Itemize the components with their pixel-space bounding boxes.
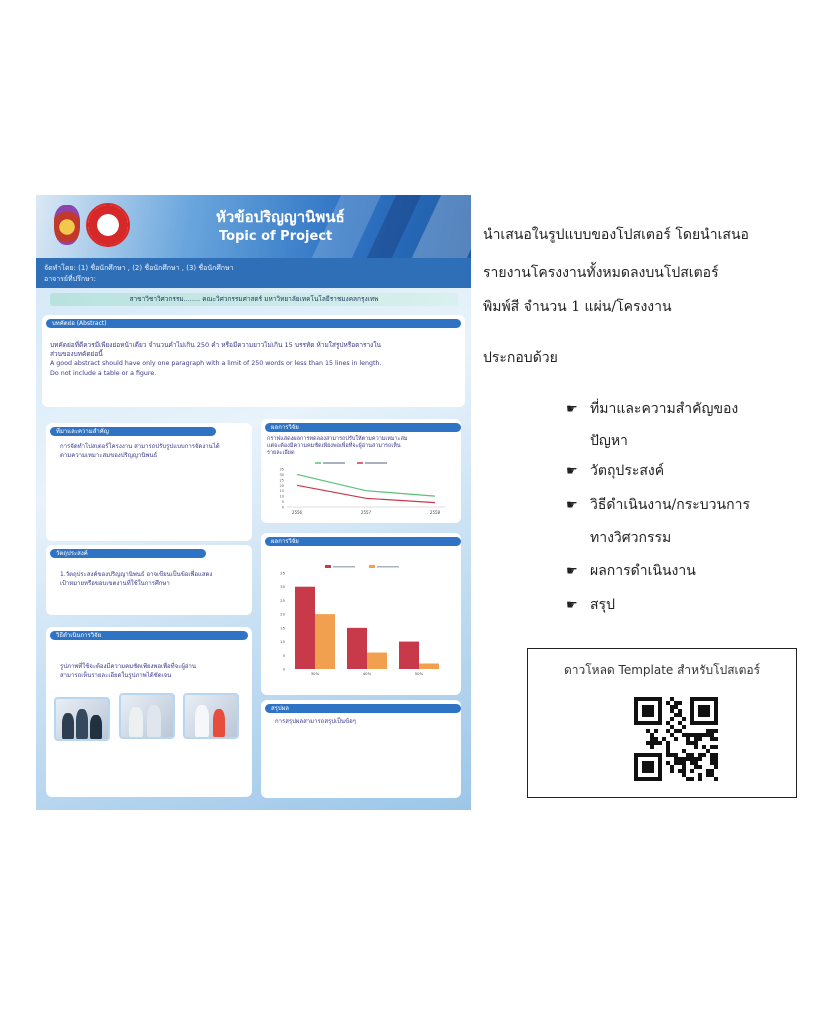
qr-module	[670, 709, 674, 713]
bullet-item-background: ☛ ที่มาและความสำคัญของ	[566, 401, 739, 417]
qr-module	[666, 753, 670, 757]
advisor-line: อาจารย์ที่ปรึกษา:	[44, 275, 96, 283]
students-photo-1	[54, 697, 110, 741]
qr-module	[678, 713, 682, 717]
abstract-heading: บทคัดย่อ (Abstract)	[46, 319, 461, 328]
abstract-panel	[42, 315, 465, 407]
qr-module	[686, 733, 690, 737]
department-line: สาขาวิชาวิศวกรรม........ คณะวิศวกรรมศาสตร์ มหาวิทยาลัยเทคโนโลยีราชมงคลกรุงเทพ	[50, 293, 458, 306]
y-tick-label: 25	[280, 597, 285, 603]
qr-module	[670, 769, 674, 773]
university-logo	[54, 205, 80, 245]
qr-module	[702, 753, 706, 757]
pointing-hand-icon: ☛	[566, 598, 578, 613]
methods-text-1: รูปภาพที่ใช้จะต้องมีความคมชัดเพียงพอเพื่อที่จะผู้อ่าน	[60, 663, 196, 670]
y-tick-label: 0	[281, 505, 284, 510]
qr-module	[706, 729, 710, 733]
description-line-4: ประกอบด้วย	[483, 350, 558, 366]
objectives-panel	[46, 545, 252, 615]
poster-title-english: Topic of Project	[219, 229, 333, 244]
qr-module	[666, 761, 670, 765]
qr-module	[690, 757, 694, 761]
qr-module	[654, 729, 658, 733]
description-line-3: พิมพ์สี จำนวน 1 แผ่น/โครงงาน	[483, 299, 672, 315]
qr-module	[690, 753, 694, 757]
qr-module	[666, 741, 670, 745]
legend-label	[377, 566, 399, 568]
bullet-item-results: ☛ ผลการดำเนินงาน	[566, 563, 696, 579]
download-template-label: ดาวโหลด Template สำหรับโปสเตอร์	[563, 663, 761, 677]
bar-chart	[265, 551, 455, 691]
qr-module	[670, 765, 674, 769]
qr-module	[694, 761, 698, 765]
qr-module	[694, 737, 698, 741]
qr-module	[650, 745, 654, 749]
qr-module	[682, 725, 686, 729]
qr-module	[706, 749, 710, 753]
qr-module	[702, 733, 706, 737]
y-tick-label: 25	[279, 478, 284, 483]
qr-module	[666, 745, 670, 749]
qr-module	[654, 741, 658, 745]
y-tick-label: 15	[279, 489, 284, 494]
qr-module	[714, 753, 718, 757]
qr-module	[670, 717, 674, 721]
qr-module	[706, 773, 710, 777]
qr-module	[690, 761, 694, 765]
qr-module	[674, 713, 678, 717]
qr-module	[690, 769, 694, 773]
qr-module	[710, 773, 714, 777]
results-text-3: รายละเอียด	[267, 450, 295, 456]
y-tick-label: 0	[282, 666, 285, 672]
bar-2-2	[367, 653, 387, 669]
bar-1-3	[399, 642, 419, 669]
faculty-logo	[86, 203, 130, 247]
qr-module	[682, 761, 686, 765]
background-text-1: การจัดทำโปสเตอร์โครงงาน สามารถปรับรูปแบบการจัดงานได้	[60, 443, 220, 450]
qr-module	[674, 701, 678, 705]
conclusion-text-1: การสรุปผลสามารถสรุปเป็นข้อๆ	[275, 718, 356, 725]
background-text-2: ตามความเหมาะสมของปริญญานิพนธ์	[60, 452, 158, 459]
qr-module	[678, 709, 682, 713]
y-tick-label: 20	[280, 611, 285, 617]
pointing-hand-icon: ☛	[566, 498, 578, 513]
legend-swatch	[369, 565, 375, 568]
series-line-1	[297, 474, 435, 496]
qr-module	[710, 761, 714, 765]
abstract-text-th-2: ส่วนของบทคัดย่อนี้	[50, 350, 103, 358]
qr-module	[710, 757, 714, 761]
qr-module	[682, 769, 686, 773]
qr-module	[698, 753, 702, 757]
legend-swatch	[325, 565, 331, 568]
qr-module	[658, 741, 662, 745]
qr-module	[666, 749, 670, 753]
qr-module	[646, 741, 650, 745]
bar-1-2	[347, 628, 367, 669]
qr-module	[698, 733, 702, 737]
qr-finder-eye	[642, 705, 654, 717]
qr-module	[694, 757, 698, 761]
results-bar-heading: ผลการวิจัย	[265, 537, 461, 546]
qr-module	[670, 753, 674, 757]
results-line-heading: ผลการวิจัย	[265, 423, 461, 432]
results-text-1: กราฟแสดงผลการทดลองสามารถปรับให้ตามความเหมาะสม	[267, 436, 408, 442]
x-tick-label: 30%	[310, 671, 320, 676]
y-tick-label: 5	[282, 652, 285, 658]
results-line-panel	[261, 419, 461, 523]
conclusion-heading: สรุปผล	[265, 704, 461, 713]
qr-module	[714, 765, 718, 769]
poster-image	[36, 195, 471, 810]
download-template-box	[527, 648, 797, 798]
qr-module	[678, 769, 682, 773]
qr-module	[694, 745, 698, 749]
results-text-2: แต่จะต้องมีความคมชัดเพียงพอเพื่อที่จะผู้อ่านสามารถเห็น	[267, 443, 401, 449]
abstract-text-en-2: Do not include a table or a figure.	[50, 370, 157, 377]
y-tick-label: 10	[280, 639, 285, 645]
legend-label	[323, 462, 345, 464]
y-tick-label: 5	[281, 500, 284, 505]
qr-finder-eye	[698, 705, 710, 717]
qr-module	[678, 761, 682, 765]
y-tick-label: 30	[279, 472, 284, 477]
students-photo-2	[119, 693, 175, 739]
abstract-text-th-1: บทคัดย่อที่ดีควรมีเพียงย่อหน้าเดียว จำนวนคำไม่เกิน 250 คำ หรือมีความยาวไม่เกิน 15 บรรทัด ห้ามใส่รูปหรือตารางใน	[50, 341, 381, 349]
qr-module	[678, 701, 682, 705]
objectives-heading: วัตถุประสงค์	[50, 549, 206, 558]
methods-panel	[46, 627, 252, 797]
qr-module	[670, 733, 674, 737]
conclusion-panel	[261, 700, 461, 798]
qr-module	[714, 757, 718, 761]
results-bar-panel	[261, 533, 461, 695]
line-chart	[265, 459, 455, 519]
bar-2-1	[315, 614, 335, 669]
y-tick-label: 35	[280, 570, 285, 576]
background-heading: ที่มาและความสำคัญ	[50, 427, 216, 436]
qr-module	[682, 717, 686, 721]
qr-module	[710, 729, 714, 733]
qr-module	[650, 733, 654, 737]
qr-module	[710, 769, 714, 773]
pointing-hand-icon: ☛	[566, 402, 578, 417]
bullet-item-methods: ☛ วิธีดำเนินงาน/กระบวนการ	[566, 497, 750, 513]
bullet-item-background-cont: ปัญหา	[590, 433, 628, 449]
qr-module	[666, 701, 670, 705]
qr-module	[710, 733, 714, 737]
legend-label	[365, 462, 387, 464]
qr-module	[694, 765, 698, 769]
qr-module	[686, 737, 690, 741]
authors-line: จัดทำโดย: (1) ชื่อนักศึกษา , (2) ชื่อนักศึกษา , (3) ชื่อนักศึกษา	[44, 264, 234, 272]
qr-module	[670, 697, 674, 701]
qr-module	[698, 765, 702, 769]
abstract-text-en-1: A good abstract should have only one paragraph with a limit of 250 words or less than 15 lines in length.	[50, 360, 382, 367]
qr-module	[714, 729, 718, 733]
objectives-text-1: 1.วัตถุประสงค์ของปริญญานิพนธ์ อาจเขียนเป็นข้อเพื่อแสดง	[60, 571, 213, 578]
description-line-2: รายงานโครงงานทั้งหมดลงบนโปสเตอร์	[483, 265, 719, 281]
qr-module	[682, 757, 686, 761]
qr-module	[690, 733, 694, 737]
bullet-item-conclusion: ☛ สรุป	[566, 597, 615, 613]
qr-module	[710, 737, 714, 741]
poster-author-bar	[36, 258, 471, 288]
bar-2-3	[419, 664, 439, 669]
qr-module	[674, 729, 678, 733]
bullet-item-objectives: ☛ วัตถุประสงค์	[566, 463, 665, 479]
x-tick-label: 50%	[414, 671, 424, 676]
objectives-text-2: เป้าหมายหรือขอบเขตงานที่ใช้ในการศึกษา	[60, 580, 170, 587]
qr-module	[666, 729, 670, 733]
legend-label	[333, 566, 355, 568]
y-tick-label: 10	[279, 494, 284, 499]
qr-module	[694, 733, 698, 737]
qr-module	[662, 737, 666, 741]
qr-module	[698, 757, 702, 761]
qr-module	[690, 777, 694, 781]
qr-module	[714, 777, 718, 781]
y-tick-label: 35	[279, 467, 284, 472]
qr-module	[690, 741, 694, 745]
description-line-1: นำเสนอในรูปแบบของโปสเตอร์ โดยนำเสนอ	[483, 227, 749, 243]
methods-heading: วิธีดำเนินการวิจัย	[50, 631, 248, 640]
qr-module	[650, 737, 654, 741]
y-tick-label: 20	[279, 483, 284, 488]
qr-module	[678, 721, 682, 725]
qr-module	[674, 737, 678, 741]
qr-module	[698, 737, 702, 741]
qr-module	[714, 745, 718, 749]
background-panel	[46, 423, 252, 541]
poster-title-thai: หัวข้อปริญญานิพนธ์	[216, 208, 345, 226]
qr-module	[674, 757, 678, 761]
qr-module	[682, 749, 686, 753]
methods-text-2: สามารถเห็นรายละเอียดในรูปภาพได้ชัดเจน	[60, 672, 172, 679]
qr-module	[646, 729, 650, 733]
x-tick-label: 2558	[429, 510, 441, 515]
qr-module	[694, 741, 698, 745]
qr-module	[686, 753, 690, 757]
poster-header	[36, 195, 471, 260]
qr-module	[686, 777, 690, 781]
qr-finder-eye	[642, 761, 654, 773]
qr-module	[710, 745, 714, 749]
qr-module	[710, 753, 714, 757]
qr-module	[678, 729, 682, 733]
pointing-hand-icon: ☛	[566, 564, 578, 579]
qr-module	[714, 761, 718, 765]
x-tick-label: 2556	[291, 510, 303, 515]
qr-module	[670, 725, 674, 729]
qr-module	[674, 761, 678, 765]
qr-module	[670, 705, 674, 709]
qr-module	[674, 705, 678, 709]
qr-module	[666, 721, 670, 725]
qr-module	[674, 753, 678, 757]
y-tick-label: 30	[280, 584, 285, 590]
bullet-item-methods-cont: ทางวิศวกรรม	[590, 530, 672, 546]
qr-module	[650, 741, 654, 745]
qr-module	[686, 741, 690, 745]
students-photo-3	[183, 693, 239, 739]
qr-module	[706, 733, 710, 737]
qr-module	[698, 773, 702, 777]
x-tick-label: 40%	[362, 671, 372, 676]
qr-module	[706, 769, 710, 773]
bar-1-1	[295, 587, 315, 669]
qr-module	[678, 757, 682, 761]
qr-module	[654, 737, 658, 741]
qr-code-icon[interactable]	[634, 697, 718, 781]
qr-module	[682, 765, 686, 769]
qr-module	[686, 757, 690, 761]
qr-module	[714, 737, 718, 741]
x-tick-label: 2557	[360, 510, 372, 515]
qr-module	[682, 733, 686, 737]
y-tick-label: 15	[280, 625, 285, 631]
qr-module	[702, 745, 706, 749]
qr-module	[682, 773, 686, 777]
qr-module	[698, 777, 702, 781]
pointing-hand-icon: ☛	[566, 464, 578, 479]
